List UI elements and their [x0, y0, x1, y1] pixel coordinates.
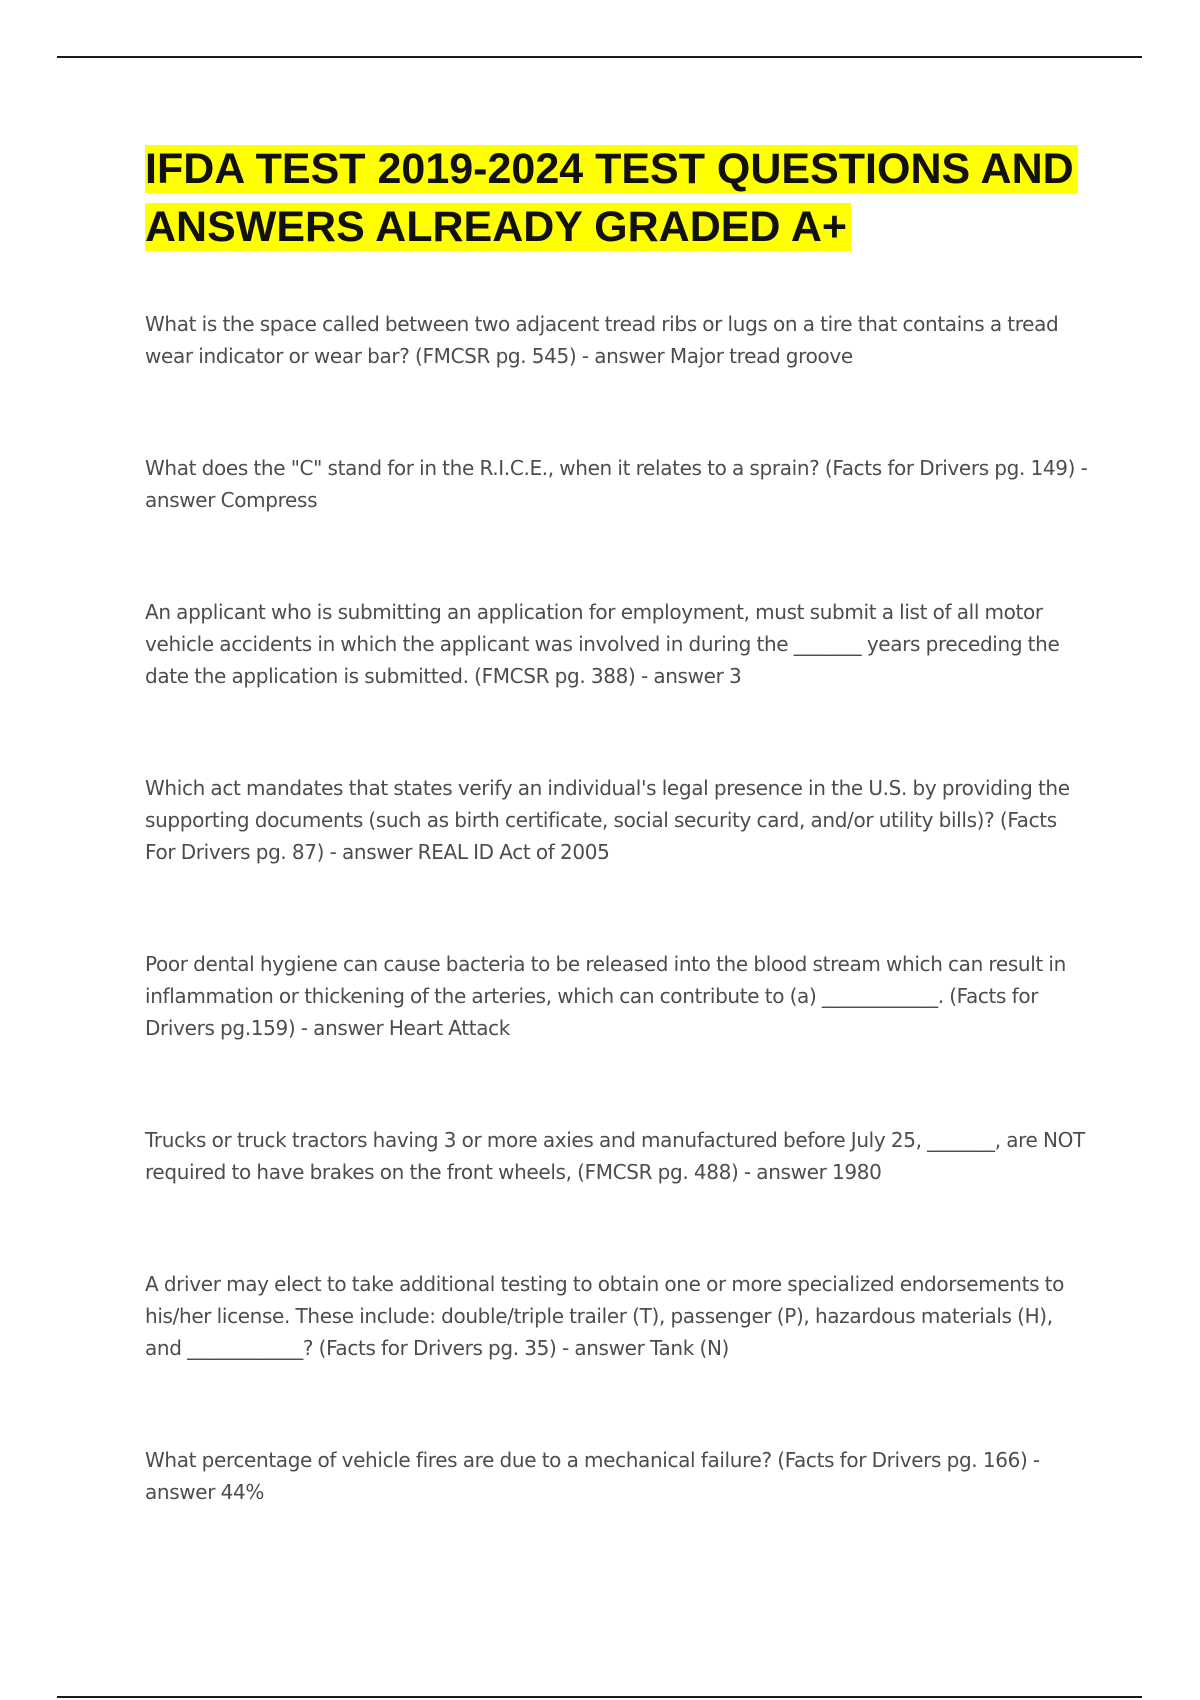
qa-item: Which act mandates that states verify an individual's legal presence in the U.S. by providing the supporting documents (such as birth certificate, social security card, and/or utility bills)? (Facts For Drivers pg. 87) - answer REAL ID Act of 2005 [145, 776, 1070, 864]
title-highlight: IFDA TEST 2019-2024 TEST QUESTIONS AND ANSWERS ALREADY GRADED A+ [145, 145, 1078, 251]
qa-item: What percentage of vehicle fires are due to a mechanical failure? (Facts for Drivers pg. 166) - answer 44% [145, 1448, 1040, 1504]
qa-item: An applicant who is submitting an application for employment, must submit a list of all motor vehicle accidents in which the applicant was involved in during the _______ years preceding the date the application is submitted. (FMCSR pg. 388) - answer 3 [145, 600, 1060, 688]
qa-item: Trucks or truck tractors having 3 or more axies and manufactured before July 25, _______, are NOT required to have brakes on the front wheels, (FMCSR pg. 488) - answer 1980 [145, 1128, 1085, 1184]
qa-list [145, 308, 1090, 1508]
document-title [145, 140, 1090, 256]
top-rule [57, 56, 1142, 58]
qa-item: What is the space called between two adjacent tread ribs or lugs on a tire that contains a tread wear indicator or wear bar? (FMCSR pg. 545) - answer Major tread groove [145, 312, 1059, 368]
bottom-rule [57, 1696, 1142, 1698]
qa-item: Poor dental hygiene can cause bacteria to be released into the blood stream which can result in inflammation or thickening of the arteries, which can contribute to (a) ____________. (Facts for Drivers pg.159) - answer Heart Attack [145, 952, 1066, 1040]
qa-item: A driver may elect to take additional testing to obtain one or more specialized endorsements to his/her license. These include: double/triple trailer (T), passenger (P), hazardous materials (H), and ____________? (Facts for Drivers pg. 35) - answer Tank (N) [145, 1272, 1065, 1360]
document-body [145, 140, 1090, 1588]
qa-item: What does the "C" stand for in the R.I.C.E., when it relates to a sprain? (Facts for Drivers pg. 149) - answer Compress [145, 456, 1088, 512]
